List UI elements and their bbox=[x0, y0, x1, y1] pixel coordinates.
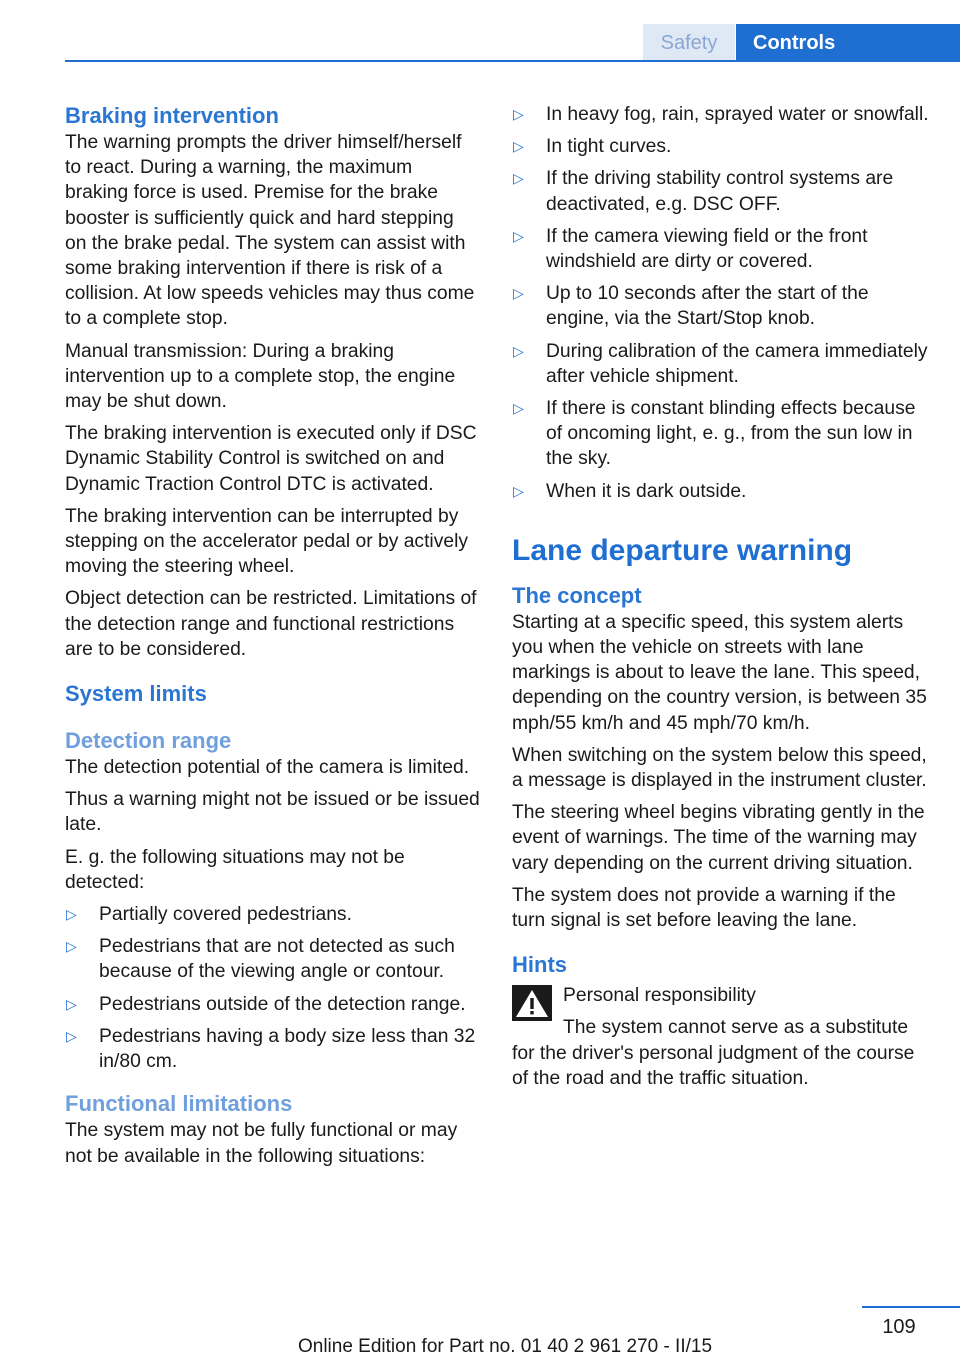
page-number: 109 bbox=[882, 1316, 916, 1338]
tab-safety[interactable]: Safety bbox=[643, 24, 735, 62]
list-item: ▷ When it is dark outside. bbox=[512, 479, 932, 504]
right-column bbox=[512, 102, 932, 1091]
paragraph: The system may not be fully functional or may not be available in the following situations: bbox=[65, 1120, 458, 1167]
paragraph: When switching on the system below this speed, a message is displayed in the instrument cluster. bbox=[512, 744, 927, 792]
paragraph: The detection potential of the camera is limited. bbox=[65, 757, 470, 779]
triangle-bullet-icon: ▷ bbox=[513, 285, 524, 302]
left-column bbox=[65, 102, 480, 1176]
paragraph: The braking intervention is executed only if DSC Dynamic Stability Control is switched on and Dynamic Traction Control DTC is activated. bbox=[65, 423, 477, 495]
warning-text: The system cannot serve as a substitute for the driver's personal judgment of the course of the road and the traffic situation. bbox=[512, 1017, 915, 1089]
warning-title: Personal responsibility bbox=[563, 985, 756, 1007]
list-item: ▷ Pedestrians that are not detected as such because of the viewing angle or contour. bbox=[66, 936, 455, 983]
list-item: ▷ Pedestrians outside of the detection range. bbox=[65, 992, 480, 1017]
header-rule bbox=[65, 60, 960, 62]
tab-controls[interactable]: Controls bbox=[736, 24, 960, 62]
triangle-bullet-icon: ▷ bbox=[513, 227, 524, 244]
triangle-bullet-icon: ▷ bbox=[66, 995, 77, 1012]
paragraph: Object detection can be restricted. Limitations of the detection range and functional restrictions are to be considered. bbox=[65, 588, 477, 660]
paragraph: The system does not provide a warning if the turn signal is set before leaving the lane. bbox=[512, 884, 896, 932]
triangle-bullet-icon: ▷ bbox=[513, 482, 524, 499]
paragraph: Manual transmission: During a braking intervention up to a complete stop, the engine may be shut down. bbox=[65, 340, 456, 413]
list-item: ▷ Pedestrians having a body size less than 32 in/80 cm. bbox=[66, 1025, 476, 1073]
paragraph: The steering wheel begins vibrating gently in the event of warnings. The time of the warning may vary depending on the current driving situation. bbox=[512, 802, 925, 874]
paragraph: Thus a warning might not be issued or be issued late. bbox=[65, 789, 480, 836]
warning-note bbox=[512, 983, 932, 1091]
triangle-bullet-icon: ▷ bbox=[513, 138, 524, 155]
footer-edition: Online Edition for Part no. 01 40 2 961 270 - II/15 bbox=[297, 1336, 713, 1357]
warning-triangle-icon bbox=[512, 985, 552, 1021]
list-item: ▷ Up to 10 seconds after the start of the engine, via the Start/Stop knob. bbox=[513, 283, 869, 330]
triangle-bullet-icon: ▷ bbox=[66, 906, 77, 923]
page-header bbox=[0, 24, 960, 62]
list-item: ▷ If there is constant blinding effects because of oncoming light, e. g., from the sun low in the sky. bbox=[513, 398, 916, 470]
heading-hints: Hints bbox=[512, 952, 567, 978]
triangle-bullet-icon: ▷ bbox=[513, 400, 524, 417]
list-item: ▷ If the driving stability control systems are deactivated, e.g. DSC OFF. bbox=[513, 168, 894, 215]
list-item: ▷ During calibration of the camera immediately after vehicle shipment. bbox=[513, 340, 928, 387]
heading-system-limits: System limits bbox=[65, 681, 207, 707]
paragraph: The braking intervention can be interrupted by stepping on the accelerator pedal or by actively moving the steering wheel. bbox=[65, 505, 469, 578]
triangle-bullet-icon: ▷ bbox=[513, 106, 524, 122]
list-item: ▷ In heavy fog, rain, sprayed water or snowfall. bbox=[512, 102, 932, 127]
bullet-list-detection bbox=[65, 902, 480, 1074]
heading-braking-intervention: Braking intervention bbox=[65, 103, 279, 128]
triangle-bullet-icon: ▷ bbox=[513, 170, 524, 187]
triangle-bullet-icon: ▷ bbox=[66, 1027, 77, 1044]
heading-the-concept: The concept bbox=[512, 582, 642, 608]
bullet-list-functional bbox=[512, 102, 932, 504]
heading-detection-range: Detection range bbox=[65, 728, 232, 754]
heading-lane-departure-warning: Lane departure warning bbox=[512, 533, 853, 567]
paragraph: The warning prompts the driver himself/herself to react. During a warning, the maximum braking force is used. Premise for the brake booster is sufficiently quick and hard stepping on the brake pedal. The system can assist with some braking intervention if there is risk of a collision. At low speeds vehicles may thus come to a complete stop. bbox=[65, 132, 475, 330]
list-item: ▷ Partially covered pedestrians. bbox=[65, 902, 480, 927]
triangle-bullet-icon: ▷ bbox=[513, 342, 524, 359]
heading-functional-limitations: Functional limitations bbox=[65, 1091, 293, 1117]
paragraph: Starting at a specific speed, this system alerts you when the vehicle on streets with lane markings is about to leave the lane. This speed, depending on the country version, is between 35 mph/55 km/h and 45 mph/70 km/h. bbox=[512, 611, 927, 734]
list-item: ▷ In tight curves. bbox=[512, 134, 932, 159]
triangle-bullet-icon: ▷ bbox=[66, 938, 77, 955]
list-item: ▷ If the camera viewing field or the front windshield are dirty or covered. bbox=[513, 225, 868, 273]
footer-rule bbox=[862, 1306, 960, 1308]
paragraph: E. g. the following situations may not be detected: bbox=[65, 846, 405, 893]
